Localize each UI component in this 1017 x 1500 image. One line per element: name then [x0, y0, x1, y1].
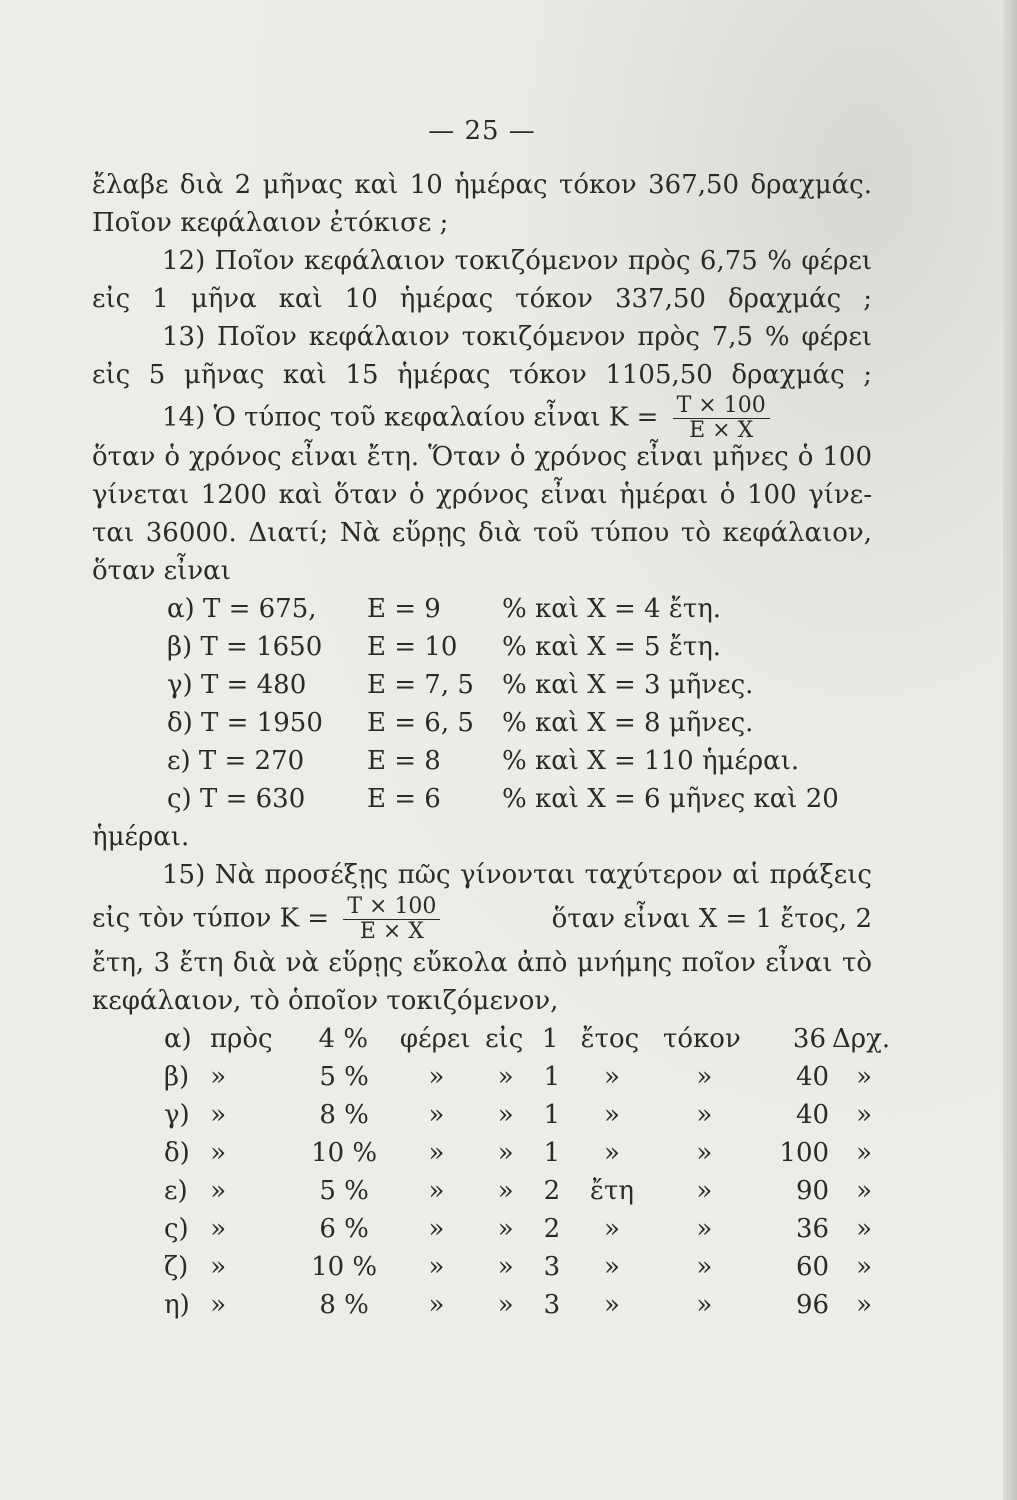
formula-text: 14) Ὁ τύπος τοῦ κεφαλαίου εἶναι K = [162, 402, 659, 433]
page-edge [1003, 0, 1017, 1500]
case-label: α) T = 675, [167, 594, 317, 624]
page-text [92, 112, 891, 1324]
problem-14-line: ὅταν ὁ χρόνος εἶναι ἔτη. Ὅταν ὁ χρόνος εἶναι μῆνες ὁ 100 [92, 442, 872, 472]
table-cell-r: 10 % [311, 1252, 378, 1282]
table-row [164, 1020, 891, 1058]
table-cell-v: 36 [792, 1024, 827, 1054]
table-cell-c: » [497, 1100, 514, 1130]
table-cell-a: » [210, 1252, 227, 1282]
fraction [673, 394, 770, 443]
problem-14-line: ὅταν εἶναι [92, 556, 231, 586]
problem-12-line: 12) Ποῖον κεφάλαιον τοκιζόμενον πρὸς 6,75 % φέρει [162, 246, 872, 276]
table-cell-n: 1 [541, 1024, 559, 1054]
table-cell-d: » [856, 1214, 872, 1244]
fraction-denominator: E × X [359, 918, 424, 944]
table-row [164, 1210, 872, 1248]
problem-15-line: κεφάλαιον, τὸ ὁποῖον τοκιζόμενον, [92, 986, 559, 1016]
table-cell-n: 1 [543, 1138, 561, 1168]
problem-14-cases [92, 590, 872, 818]
case-p: % καὶ X = 6 μῆνες καὶ 20 [502, 784, 839, 814]
table-cell-a: » [210, 1100, 227, 1130]
table-cell-d: » [856, 1290, 872, 1320]
table-row [164, 1286, 872, 1324]
table-cell-r: 5 % [319, 1062, 369, 1092]
case-row [167, 704, 872, 742]
table-cell-v: 40 [795, 1100, 830, 1130]
table-cell-k: γ) [164, 1100, 190, 1130]
text-line: ἔλαβε διὰ 2 μῆνας καὶ 10 ἡμέρας τόκον 367,50 δραχμάς. [92, 170, 872, 200]
table-cell-t: » [696, 1252, 713, 1282]
case-label: ε) T = 270 [167, 746, 305, 776]
case-p: % καὶ X = 110 ἡμέραι. [502, 746, 800, 776]
table-cell-d: Δρχ. [832, 1024, 891, 1054]
table-cell-b: » [428, 1214, 445, 1244]
table-cell-b: » [428, 1252, 445, 1282]
case-e: E = 6 [367, 784, 441, 814]
table-cell-d: » [856, 1138, 872, 1168]
table-cell-d: » [856, 1252, 872, 1282]
problem-15-line: ἔτη, 3 ἔτη διὰ νὰ εὕρῃς εὔκολα ἀπὸ μνήμης ποῖον εἶναι τὸ [92, 948, 872, 978]
fraction-numerator: T × 100 [673, 394, 770, 419]
case-label: γ) T = 480 [167, 670, 307, 700]
table-cell-v: 60 [795, 1252, 830, 1282]
case-p: % καὶ X = 8 μῆνες. [502, 708, 754, 738]
problem-14-formula-line [92, 393, 872, 443]
table-cell-a: » [210, 1290, 227, 1320]
table-cell-r: 6 % [319, 1214, 369, 1244]
table-cell-d: » [856, 1176, 872, 1206]
table-row [164, 1058, 872, 1096]
table-cell-c: » [497, 1176, 514, 1206]
table-cell-k: β) [164, 1062, 190, 1092]
table-cell-b: » [428, 1100, 445, 1130]
table-cell-v: 40 [795, 1062, 830, 1092]
case-e: E = 8 [367, 746, 441, 776]
table-cell-r: 10 % [311, 1138, 378, 1168]
problem-14-line: γίνεται 1200 καὶ ὅταν ὁ χρόνος εἶναι ἡμέραι ὁ 100 γίνε- [92, 480, 872, 510]
formula-text: εἰς τὸν τύπον K = [92, 903, 330, 933]
table-cell-n: 2 [543, 1214, 561, 1244]
case-row [167, 742, 872, 780]
fraction-numerator: T × 100 [343, 895, 440, 920]
case-e: E = 10 [367, 632, 458, 662]
table-row [164, 1134, 872, 1172]
fraction-denominator: E × X [689, 418, 754, 443]
case-p: % καὶ X = 5 ἔτη. [502, 632, 722, 662]
table-cell-c: εἰς [485, 1024, 524, 1054]
table-cell-k: η) [164, 1290, 190, 1320]
table-cell-r: 8 % [319, 1290, 369, 1320]
table-row [164, 1172, 872, 1210]
case-label: ς) T = 630 [167, 784, 306, 814]
formula-group [92, 895, 440, 944]
case-row [167, 590, 872, 628]
table-cell-u: » [604, 1214, 620, 1244]
case-row [167, 666, 872, 704]
table-cell-t: » [696, 1176, 713, 1206]
table-cell-t: » [696, 1100, 713, 1130]
problem-15-table [92, 1020, 891, 1324]
table-cell-c: » [497, 1138, 514, 1168]
table-cell-r: 4 % [318, 1024, 369, 1054]
table-cell-u: » [604, 1062, 620, 1092]
problem-14-line: ται 36000. Διατί; Νὰ εὕρῃς διὰ τοῦ τύπου τὸ κεφάλαιον, [92, 518, 872, 548]
table-cell-k: α) [164, 1024, 192, 1054]
table-cell-c: » [497, 1062, 514, 1092]
case-label: δ) T = 1950 [167, 708, 323, 738]
table-cell-r: 5 % [319, 1176, 369, 1206]
table-cell-t: » [696, 1138, 713, 1168]
table-cell-b: » [428, 1062, 445, 1092]
table-cell-c: » [497, 1290, 514, 1320]
table-cell-u: » [604, 1100, 620, 1130]
table-cell-b: » [428, 1176, 445, 1206]
table-cell-a: » [210, 1062, 227, 1092]
table-cell-t: » [696, 1214, 713, 1244]
table-cell-c: » [497, 1252, 514, 1282]
text-line: ἡμέραι. [92, 822, 190, 852]
table-cell-n: 3 [543, 1290, 561, 1320]
table-cell-a: » [210, 1176, 227, 1206]
problem-15-formula-line [92, 894, 872, 944]
table-cell-v: 90 [795, 1176, 830, 1206]
table-cell-u: ἔτη [590, 1176, 634, 1206]
table-cell-d: » [856, 1100, 872, 1130]
table-cell-k: ε) [164, 1176, 188, 1206]
formula-text: ὅταν εἶναι X = 1 ἔτος, 2 [551, 904, 872, 934]
table-cell-b: φέρει [399, 1024, 471, 1054]
table-cell-r: 8 % [319, 1100, 369, 1130]
table-cell-b: » [428, 1290, 445, 1320]
problem-12-line: εἰς 1 μῆνα καὶ 10 ἡμέρας τόκον 337,50 δραχμάς ; [92, 284, 872, 314]
text-line: Ποῖον κεφάλαιον ἐτόκισε ; [92, 208, 449, 238]
table-cell-u: » [604, 1138, 620, 1168]
case-e: E = 7, 5 [367, 670, 474, 700]
case-label: β) T = 1650 [167, 632, 323, 662]
case-e: E = 6, 5 [367, 708, 474, 738]
table-cell-v: 100 [779, 1138, 830, 1168]
table-cell-a: πρὸς [209, 1024, 273, 1054]
fraction [343, 895, 440, 944]
table-cell-k: ς) [164, 1214, 189, 1244]
table-cell-d: » [856, 1062, 872, 1092]
table-cell-u: » [604, 1290, 620, 1320]
table-cell-v: 36 [795, 1214, 830, 1244]
table-cell-n: 1 [543, 1062, 561, 1092]
table-cell-v: 96 [795, 1290, 830, 1320]
case-p: % καὶ X = 3 μῆνες. [502, 670, 754, 700]
table-cell-k: δ) [164, 1138, 190, 1168]
table-cell-t: » [696, 1062, 713, 1092]
page-number: — 25 — [428, 116, 536, 146]
table-cell-a: » [210, 1214, 227, 1244]
table-cell-k: ζ) [164, 1252, 189, 1282]
table-cell-t: » [696, 1290, 713, 1320]
table-cell-t: τόκον [663, 1024, 741, 1054]
table-cell-a: » [210, 1138, 227, 1168]
problem-15-line: 15) Νὰ προσέξῃς πῶς γίνονται ταχύτερον αἱ πράξεις [162, 860, 872, 890]
case-row [167, 628, 872, 666]
table-cell-u: » [604, 1252, 620, 1282]
table-cell-n: 1 [543, 1100, 561, 1130]
table-cell-n: 3 [543, 1252, 561, 1282]
table-row [164, 1096, 872, 1134]
table-cell-c: » [497, 1214, 514, 1244]
problem-13-line: εἰς 5 μῆνας καὶ 15 ἡμέρας τόκον 1105,50 δραχμάς ; [92, 360, 872, 390]
table-row [164, 1248, 872, 1286]
problem-13-line: 13) Ποῖον κεφάλαιον τοκιζόμενον πρὸς 7,5 % φέρει [162, 322, 872, 352]
case-p: % καὶ X = 4 ἔτη. [502, 594, 722, 624]
case-e: E = 9 [367, 594, 441, 624]
case-row [167, 780, 872, 818]
table-cell-b: » [428, 1138, 445, 1168]
table-cell-u: ἔτος [580, 1024, 640, 1054]
table-cell-n: 2 [543, 1176, 561, 1206]
